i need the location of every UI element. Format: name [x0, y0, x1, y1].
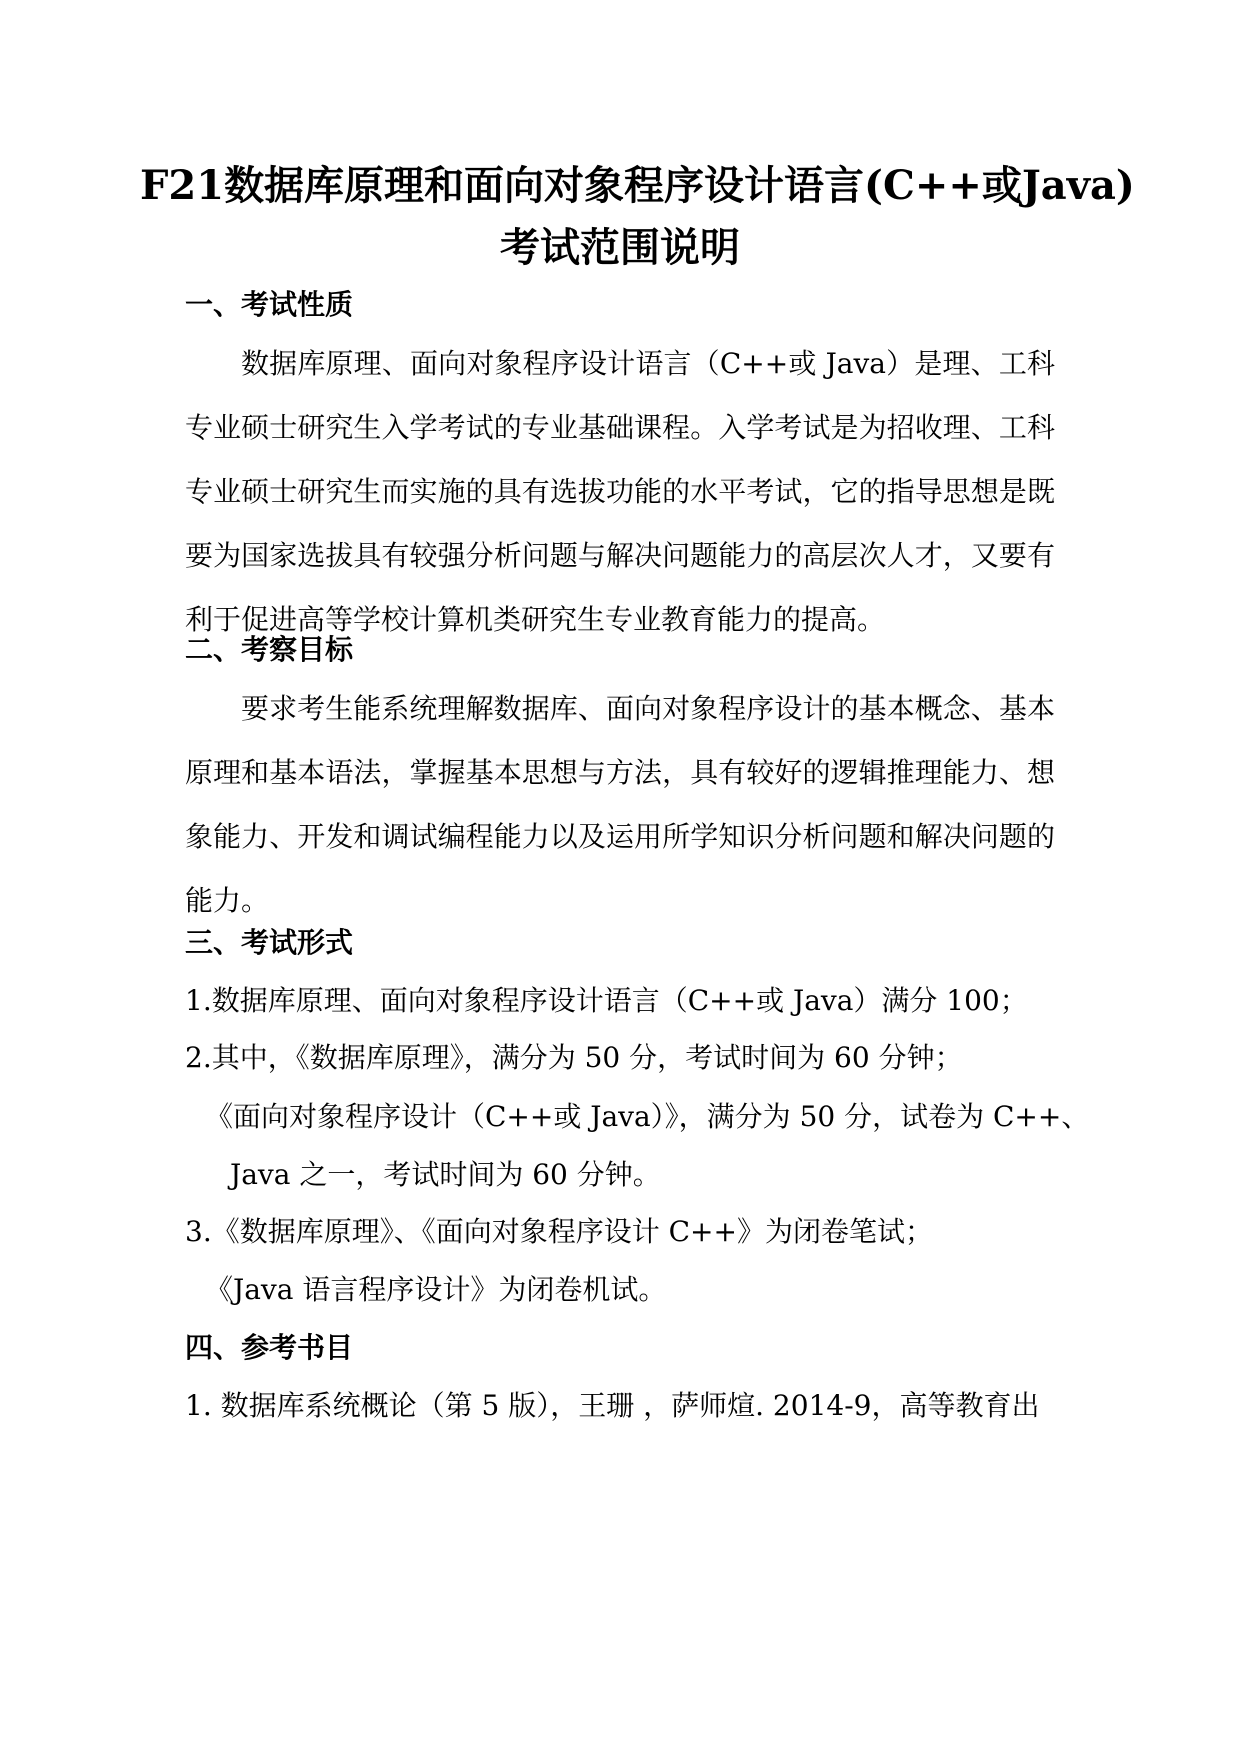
section-heading-format: 三、考试形式: [185, 926, 354, 959]
section-heading-objectives: 二、考察目标: [185, 633, 354, 666]
format-line: 1.数据库原理、面向对象程序设计语言（C++或 Java）满分 100；: [185, 984, 1028, 1017]
format-line: 《Java 语言程序设计》为闭卷机试。: [205, 1273, 667, 1306]
format-line: 2.其中，《数据库原理》，满分为 50 分，考试时间为 60 分钟；: [185, 1041, 963, 1074]
document-title: F21数据库原理和面向对象程序设计语言(C++或Java): [140, 162, 1135, 209]
format-line: Java 之一，考试时间为 60 分钟。: [230, 1158, 661, 1191]
section-paragraph-objectives: 要求考生能系统理解数据库、面向对象程序设计的基本概念、基本原理和基本语法，掌握基本思想与方法，具有较好的逻辑推理能力、想象能力、开发和调试编程能力以及运用所学知识分析问题和解决问题的能力。: [185, 692, 1055, 917]
format-line: 3.《数据库原理》、《面向对象程序设计 C++》为闭卷笔试；: [185, 1215, 933, 1248]
document-subtitle: 考试范围说明: [500, 224, 740, 271]
section-heading-nature: 一、考试性质: [185, 288, 354, 321]
section-paragraph-nature: 数据库原理、面向对象程序设计语言（C++或 Java）是理、工科专业硕士研究生入学考试的专业基础课程。入学考试是为招收理、工科专业硕士研究生而实施的具有选拔功能的水平考试，它的指导思想是既要为国家选拔具有较强分析问题与解决问题能力的高层次人才，又要有利于促进高等学校计算机类研究生专业教育能力的提高。: [185, 347, 1055, 636]
section-heading-references: 四、参考书目: [185, 1331, 354, 1364]
format-line: 《面向对象程序设计（C++或 Java）》，满分为 50 分，试卷为 C++、: [205, 1100, 1090, 1133]
reference-item: 1. 数据库系统概论（第 5 版），王珊 ，萨师煊. 2014-9，高等教育出: [185, 1389, 1040, 1422]
